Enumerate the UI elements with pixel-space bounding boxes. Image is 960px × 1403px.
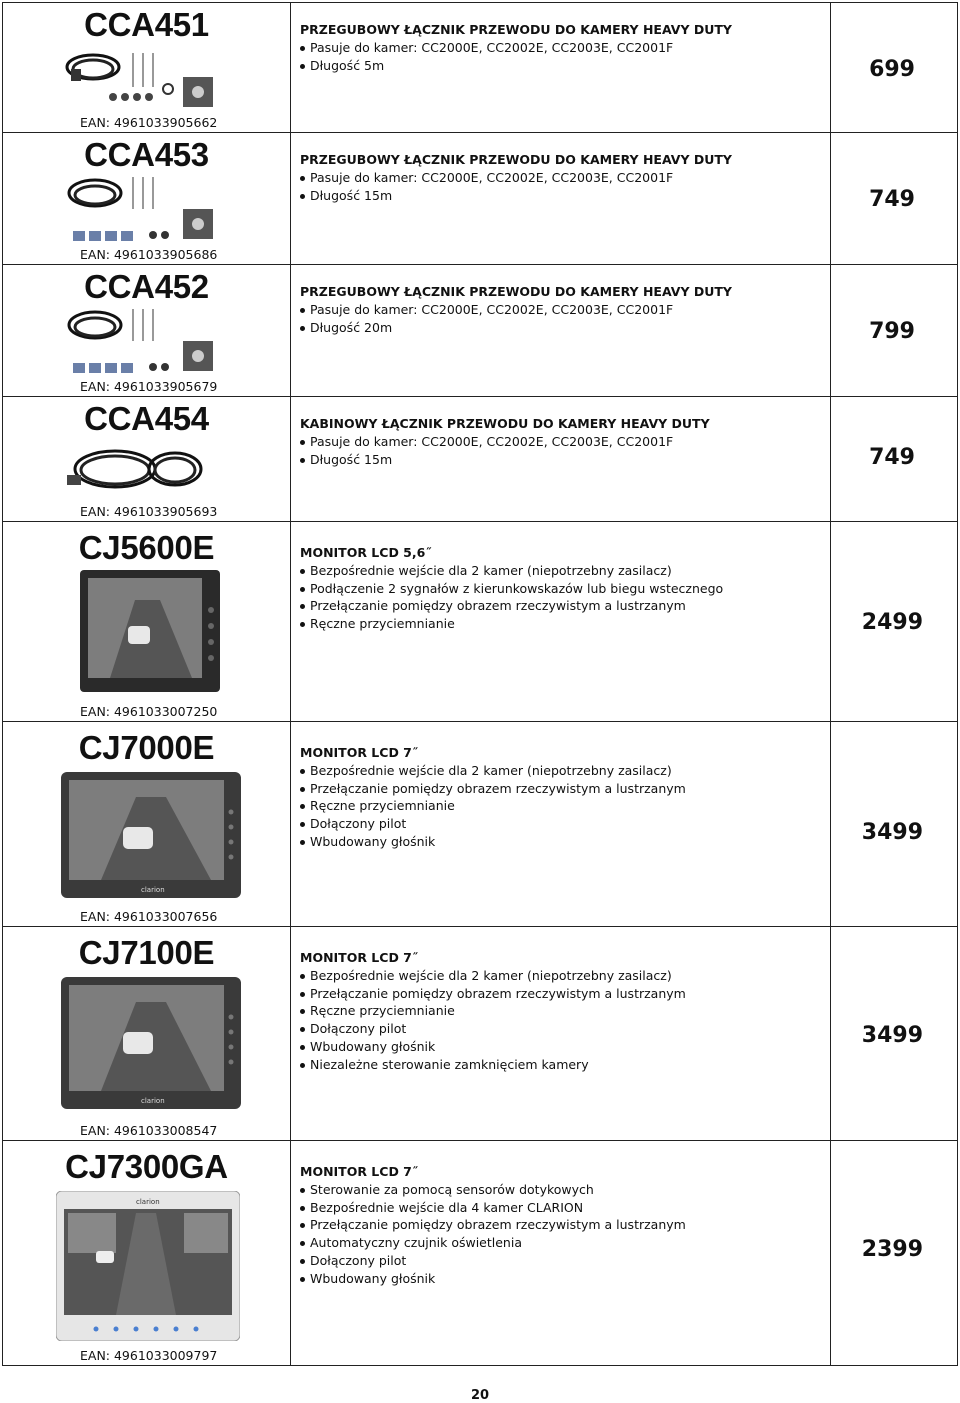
description-cell xyxy=(291,927,831,1140)
feature-item: Bezpośrednie wejście dla 2 kamer (niepotrzebny zasilacz) xyxy=(300,562,830,580)
description-cell xyxy=(291,722,831,926)
feature-item: Niezależne sterowanie zamknięciem kamery xyxy=(300,1056,830,1074)
feature-item: Dołączony pilot xyxy=(300,1020,830,1038)
feature-item: Długość 5m xyxy=(300,57,830,75)
description-cell xyxy=(291,397,831,521)
price-cell xyxy=(831,927,957,1140)
feature-item: Ręczne przyciemnianie xyxy=(300,797,830,815)
feature-item: Pasuje do kamer: CC2000E, CC2002E, CC2003E, CC2001F xyxy=(300,169,830,187)
product-row xyxy=(2,2,958,132)
feature-item: Bezpośrednie wejście dla 2 kamer (niepotrzebny zasilacz) xyxy=(300,967,830,985)
product-title: KABINOWY ŁĄCZNIK PRZEWODU DO KAMERY HEAVY DUTY xyxy=(300,416,710,431)
ean-code: EAN: 4961033905686 xyxy=(80,247,218,262)
product-row xyxy=(2,132,958,264)
product-cell xyxy=(3,265,291,396)
product-code: CCA451 xyxy=(84,6,209,43)
feature-list xyxy=(300,433,830,468)
product-title: PRZEGUBOWY ŁĄCZNIK PRZEWODU DO KAMERY HEAVY DUTY xyxy=(300,152,732,167)
cable-coil-image xyxy=(63,439,233,499)
product-code: CCA452 xyxy=(84,268,209,305)
price-cell xyxy=(831,522,957,721)
feature-list xyxy=(300,762,830,851)
price-cell xyxy=(831,3,957,132)
monitor-image xyxy=(80,570,220,692)
feature-item: Pasuje do kamer: CC2000E, CC2002E, CC2003E, CC2001F xyxy=(300,39,830,57)
feature-item: Dołączony pilot xyxy=(300,815,830,833)
product-code: CJ7100E xyxy=(78,934,215,971)
feature-item: Bezpośrednie wejście dla 4 kamer CLARION xyxy=(300,1199,830,1217)
feature-item: Długość 20m xyxy=(300,319,830,337)
feature-item: Automatyczny czujnik oświetlenia xyxy=(300,1234,830,1252)
feature-item: Przełączanie pomiędzy obrazem rzeczywistym a lustrzanym xyxy=(300,1216,830,1234)
feature-item: Sterowanie za pomocą sensorów dotykowych xyxy=(300,1181,830,1199)
description-cell xyxy=(291,133,831,264)
product-row xyxy=(2,396,958,521)
feature-list xyxy=(300,967,830,1073)
product-title: PRZEGUBOWY ŁĄCZNIK PRZEWODU DO KAMERY HEAVY DUTY xyxy=(300,284,732,299)
feature-item: Wbudowany głośnik xyxy=(300,833,830,851)
product-code: CCA454 xyxy=(84,400,209,437)
cable-kit-image xyxy=(63,173,233,249)
cable-kit-image xyxy=(63,47,233,113)
feature-item: Przełączanie pomiędzy obrazem rzeczywistym a lustrzanym xyxy=(300,780,830,798)
monitor-image xyxy=(56,1191,240,1341)
description-cell xyxy=(291,1141,831,1365)
price: 3499 xyxy=(861,820,923,845)
price: 3499 xyxy=(861,1023,923,1048)
price-cell xyxy=(831,133,957,264)
feature-item: Przełączanie pomiędzy obrazem rzeczywistym a lustrzanym xyxy=(300,597,830,615)
product-row xyxy=(2,926,958,1140)
price: 2399 xyxy=(861,1237,923,1262)
svg-text:clarion: clarion xyxy=(141,1097,165,1105)
product-cell xyxy=(3,927,291,1140)
price: 749 xyxy=(869,187,915,212)
price: 749 xyxy=(869,445,915,470)
price: 2499 xyxy=(861,610,923,635)
product-title: PRZEGUBOWY ŁĄCZNIK PRZEWODU DO KAMERY HEAVY DUTY xyxy=(300,22,732,37)
feature-item: Pasuje do kamer: CC2000E, CC2002E, CC2003E, CC2001F xyxy=(300,301,830,319)
feature-list xyxy=(300,169,830,204)
feature-item: Wbudowany głośnik xyxy=(300,1038,830,1056)
product-row xyxy=(2,1140,958,1366)
product-row xyxy=(2,721,958,926)
description-cell xyxy=(291,265,831,396)
svg-text:clarion: clarion xyxy=(136,1198,160,1206)
product-table xyxy=(2,2,958,1366)
feature-item: Długość 15m xyxy=(300,187,830,205)
product-title: MONITOR LCD 7˝ xyxy=(300,745,419,760)
price-cell xyxy=(831,1141,957,1365)
product-cell xyxy=(3,397,291,521)
feature-item: Długość 15m xyxy=(300,451,830,469)
ean-code: EAN: 4961033007250 xyxy=(80,704,218,719)
feature-item: Bezpośrednie wejście dla 2 kamer (niepotrzebny zasilacz) xyxy=(300,762,830,780)
product-cell xyxy=(3,133,291,264)
monitor-image xyxy=(61,772,241,898)
feature-item: Dołączony pilot xyxy=(300,1252,830,1270)
product-cell xyxy=(3,722,291,926)
product-row xyxy=(2,264,958,396)
monitor-image xyxy=(61,977,241,1109)
product-cell xyxy=(3,1141,291,1365)
price-cell xyxy=(831,397,957,521)
product-code: CCA453 xyxy=(84,136,209,173)
ean-code: EAN: 4961033905693 xyxy=(80,504,218,519)
feature-list xyxy=(300,1181,830,1287)
product-cell xyxy=(3,522,291,721)
feature-item: Pasuje do kamer: CC2000E, CC2002E, CC2003E, CC2001F xyxy=(300,433,830,451)
price-cell xyxy=(831,722,957,926)
ean-code: EAN: 4961033008547 xyxy=(80,1123,218,1138)
product-code: CJ7000E xyxy=(78,729,215,766)
feature-item: Ręczne przyciemnianie xyxy=(300,1002,830,1020)
product-title: MONITOR LCD 7˝ xyxy=(300,1164,419,1179)
feature-item: Wbudowany głośnik xyxy=(300,1270,830,1288)
svg-text:clarion: clarion xyxy=(141,886,165,894)
product-code: CJ5600E xyxy=(78,529,215,566)
product-row xyxy=(2,521,958,721)
product-cell xyxy=(3,3,291,132)
ean-code: EAN: 4961033905662 xyxy=(80,115,218,130)
product-title: MONITOR LCD 5,6˝ xyxy=(300,545,432,560)
feature-list xyxy=(300,39,830,74)
ean-code: EAN: 4961033905679 xyxy=(80,379,218,394)
feature-item: Ręczne przyciemnianie xyxy=(300,615,830,633)
price: 699 xyxy=(869,57,915,82)
product-code: CJ7300GA xyxy=(65,1148,228,1185)
feature-item: Podłączenie 2 sygnałów z kierunkowskazów lub biegu wstecznego xyxy=(300,580,830,598)
feature-list xyxy=(300,301,830,336)
product-title: MONITOR LCD 7˝ xyxy=(300,950,419,965)
feature-item: Przełączanie pomiędzy obrazem rzeczywistym a lustrzanym xyxy=(300,985,830,1003)
price-cell xyxy=(831,265,957,396)
page-number: 20 xyxy=(470,1388,490,1403)
ean-code: EAN: 4961033007656 xyxy=(80,909,218,924)
feature-list xyxy=(300,562,830,633)
cable-kit-image xyxy=(63,305,233,381)
price: 799 xyxy=(869,319,915,344)
description-cell xyxy=(291,522,831,721)
description-cell xyxy=(291,3,831,132)
ean-code: EAN: 4961033009797 xyxy=(80,1348,218,1363)
